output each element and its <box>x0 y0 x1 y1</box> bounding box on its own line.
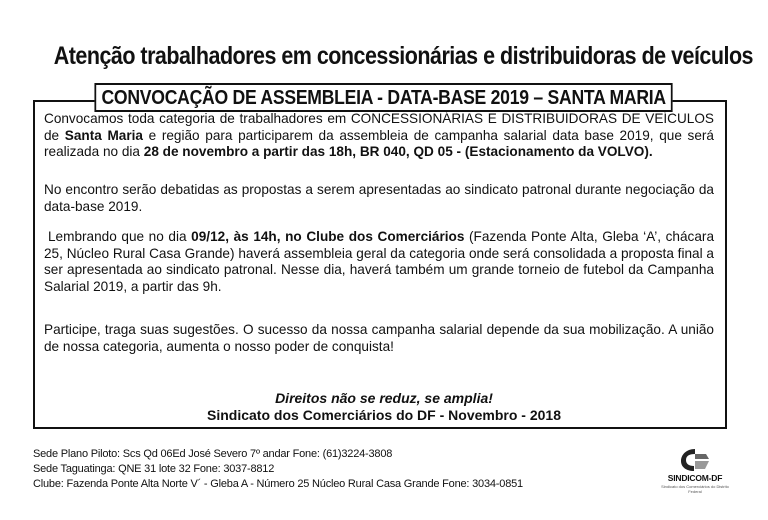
sindicom-logo <box>660 447 730 494</box>
paragraph-debate: No encontro serão debatidas as propostas a serem apresentadas ao sindicato patronal durante negociação da data-base 2019. <box>44 182 714 214</box>
footer-line: Sede Taguatinga: QNE 31 lote 32 Fone: 3037-8812 <box>33 463 275 475</box>
p1-text-c: e região para participarem da assembleia de campanha salarial data base 2019, que será realizada no dia <box>44 127 714 159</box>
p3-date-location: 09/12, às 14h, no Clube dos Comerciários <box>191 229 465 244</box>
footer-line: Clube: Fazenda Ponte Alta Norte V´ - Gleba A - Número 25 Núcleo Rural Casa Grande Fone: 3034-0851 <box>33 478 523 490</box>
logo-name: SINDICOM-DF <box>667 473 723 483</box>
signature-org: Sindicato dos Comerciários do DF - Novembro - 2018 <box>207 407 561 423</box>
page-title: Atenção trabalhadores em concessionárias e distribuidoras de veículos <box>53 42 754 70</box>
notice-subtitle-text: CONVOCAÇÃO DE ASSEMBLEIA - DATA-BASE 2019 – SANTA MARIA <box>95 83 673 112</box>
p1-date-location: 28 de novembro a partir das 18h, BR 040, QD 05 - (Estacionamento da VOLVO). <box>143 144 653 159</box>
footer-line: Sede Plano Piloto: Scs Qd 06Ed José Severo 7º andar Fone: (61)3224-3808 <box>33 448 393 460</box>
notice-subtitle <box>0 83 768 112</box>
p1-city: Santa Maria <box>64 127 143 143</box>
footer-addresses <box>33 447 523 492</box>
paragraph-general-assembly <box>44 229 714 295</box>
logo-tagline: Sindicato dos Comerciários do Distrito Federal <box>661 484 729 494</box>
p3-text-c: (Fazenda Ponte Alta, Gleba ‘A’, chácara 25, Núcleo Rural Casa Grande) haverá assembleia geral da categoria onde será consolidada a proposta final a ser apresentada ao sindicato patronal. Nesse dia, haverá também um grande torneio de futebol da Campanha Salarial 2019, a partir das 9h. <box>44 229 715 294</box>
p1-text-a: Convocamos toda categoria de trabalhadores em CONCESSIONÁRIAS E DISTRIBUIDORAS DE VEÍCULOS de <box>44 111 714 143</box>
slogan: Direitos não se reduz, se amplia! <box>275 390 493 406</box>
p3-text-a: Lembrando que no dia <box>48 229 192 244</box>
sindicom-emblem-icon <box>678 447 712 473</box>
paragraph-participate: Participe, traga suas sugestões. O sucesso da nossa campanha salarial depende da sua mobilização. A união de nossa categoria, aumenta o nosso poder de conquista! <box>44 322 714 354</box>
paragraph-convocation <box>44 111 714 161</box>
